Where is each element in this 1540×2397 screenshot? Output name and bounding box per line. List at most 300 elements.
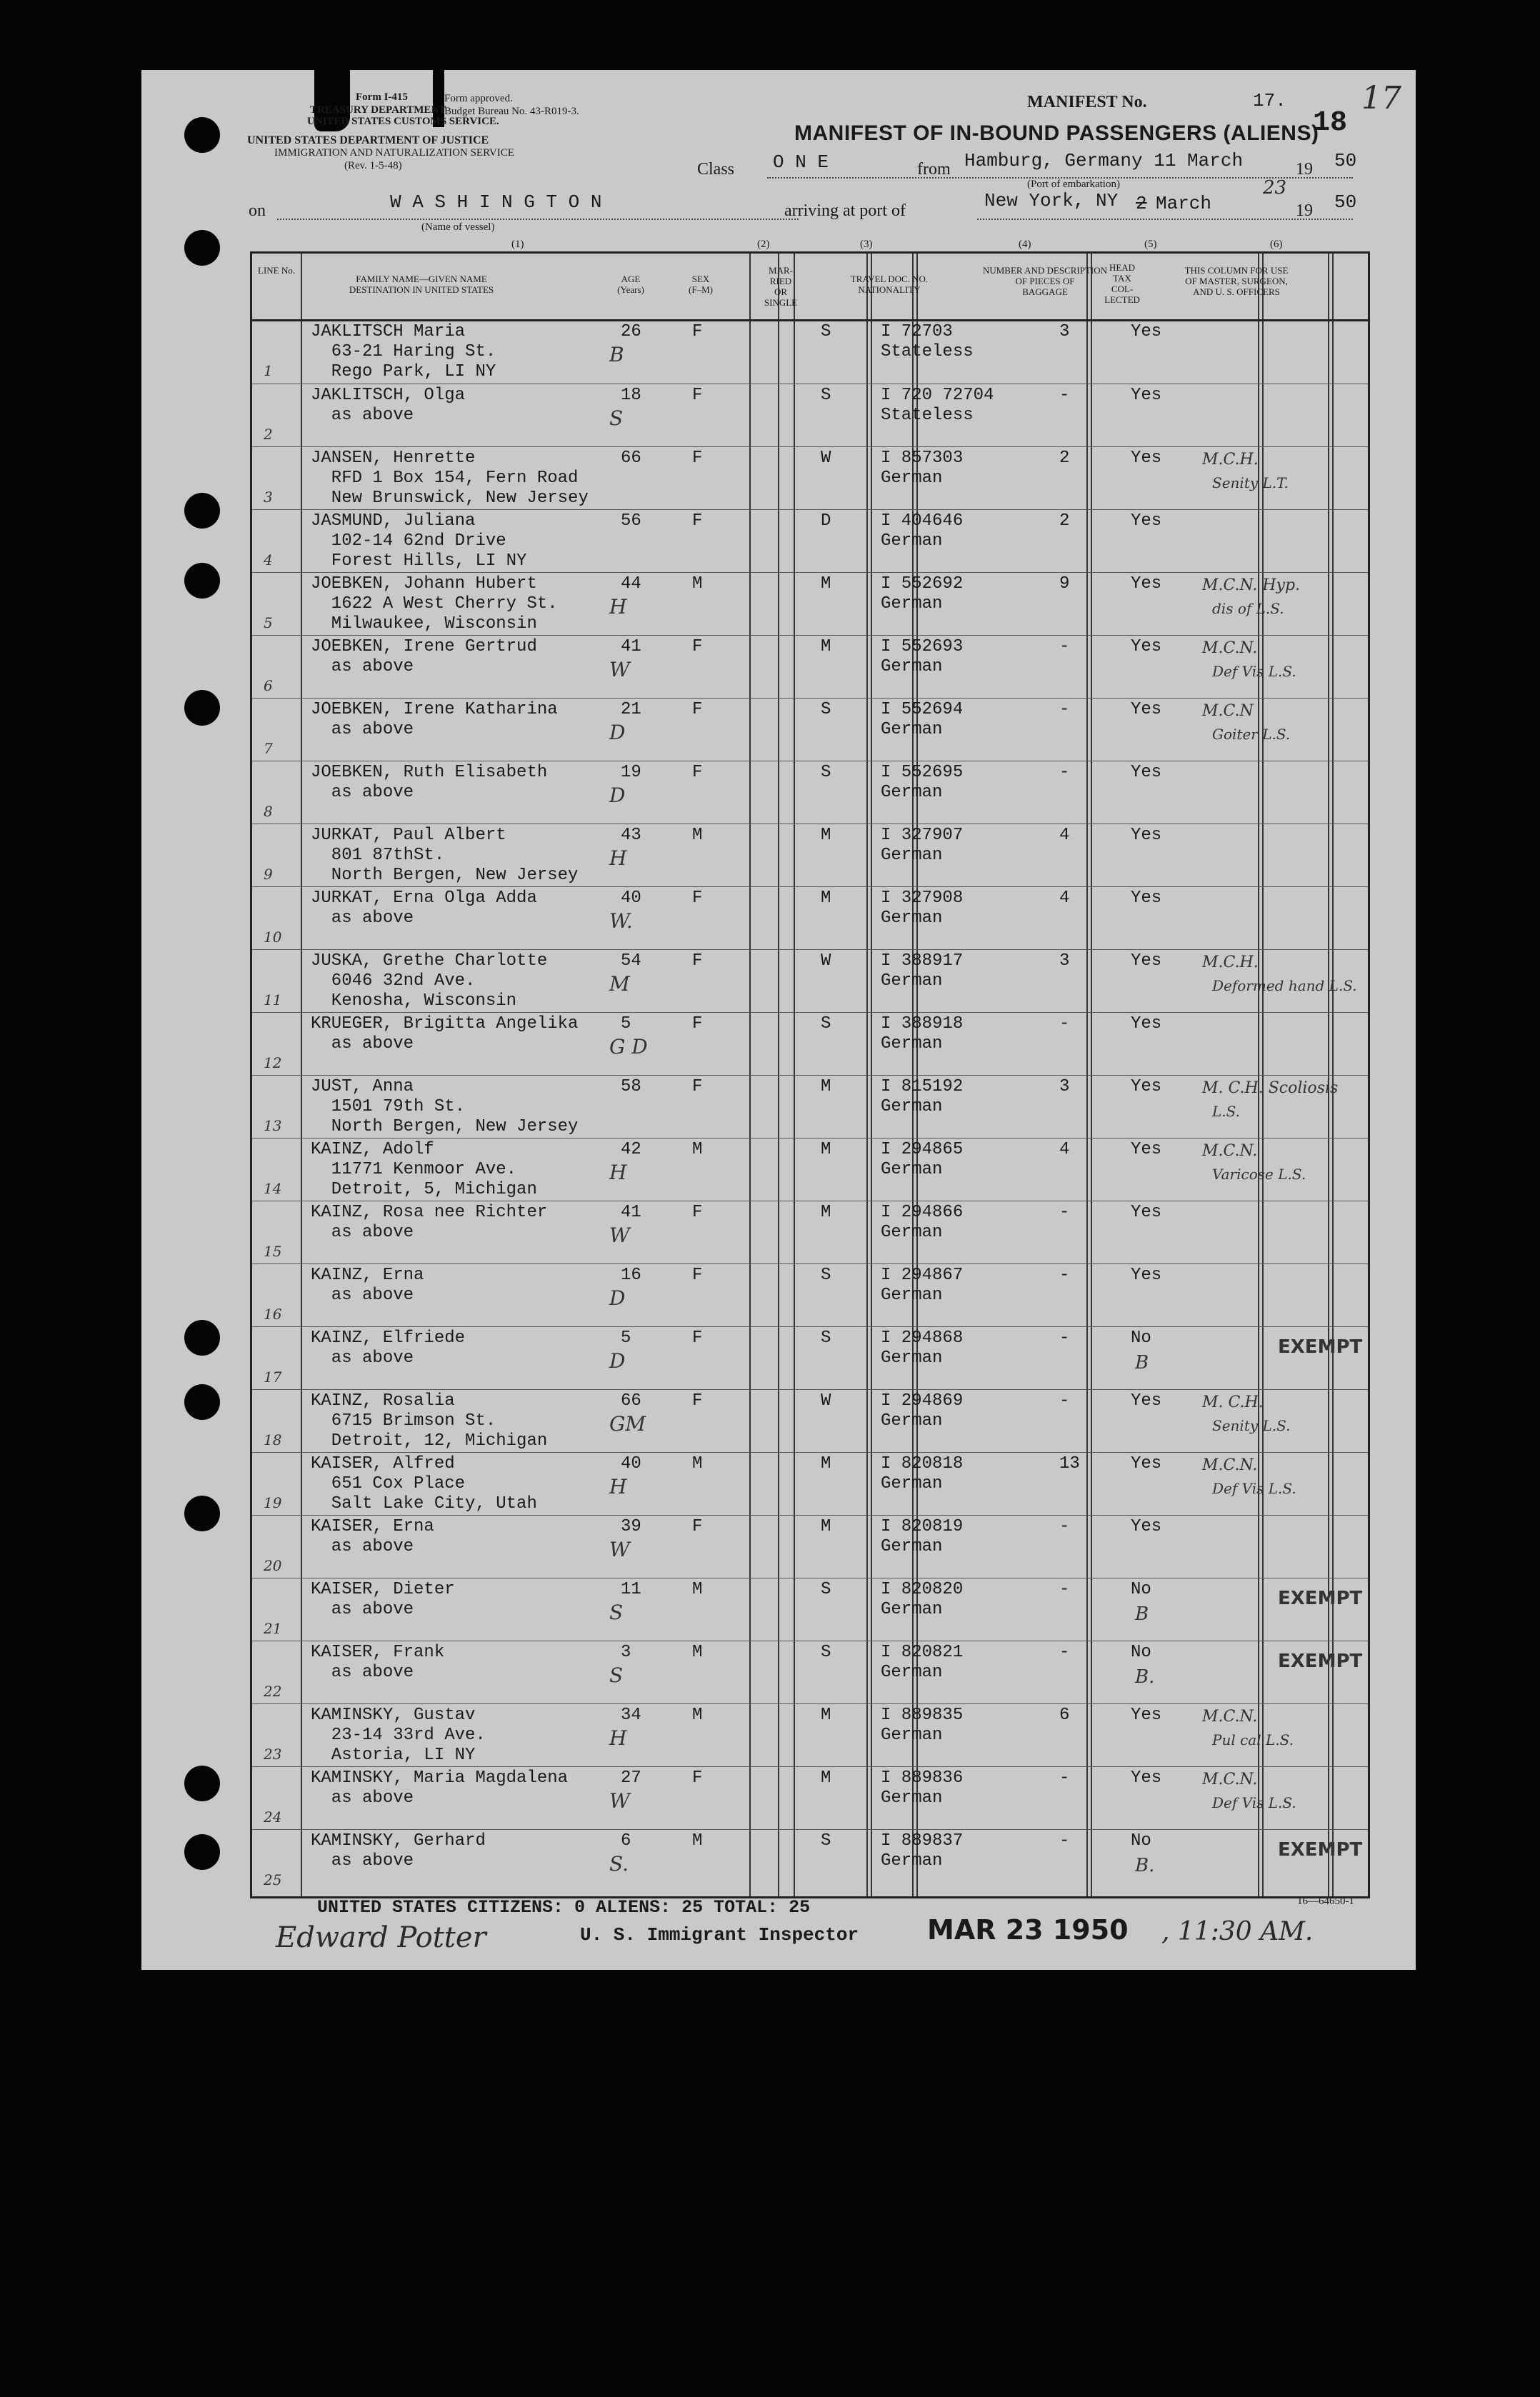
line-number: 11 (264, 991, 282, 1009)
baggage-count: 4 (1059, 826, 1070, 845)
column-header-travel-doc: TRAVEL DOC. NO. NATIONALITY (850, 274, 929, 295)
nationality: German (881, 1097, 943, 1116)
exempt-stamp: EXEMPT (1278, 1588, 1363, 1609)
sex: M (692, 1643, 703, 1662)
relation-mark: W (609, 1789, 630, 1813)
baggage-count: - (1059, 1768, 1070, 1788)
officer-note: Senity L.S. (1212, 1417, 1291, 1434)
travel-doc-no: I 552693 (881, 637, 964, 656)
punch-hole (184, 1834, 220, 1870)
passenger-address-line: as above (311, 1663, 414, 1682)
sex: M (692, 1140, 703, 1159)
age: 21 (621, 700, 641, 719)
passenger-address-line: RFD 1 Box 154, Fern Road (311, 469, 579, 488)
passenger-name: JASMUND, Juliana (311, 511, 476, 531)
travel-doc-no: I 820821 (881, 1643, 964, 1662)
travel-doc-no: I 552692 (881, 574, 964, 594)
column-header-officers: THIS COLUMN FOR USE OF MASTER, SURGEON, AND U. S. OFFICERS (1184, 265, 1289, 297)
passenger-name: KAISER, Frank (311, 1643, 445, 1662)
passenger-name: JUSKA, Grethe Charlotte (311, 951, 548, 971)
class-value: O N E (773, 151, 829, 173)
head-tax-note: B. (1135, 1666, 1155, 1688)
nationality: German (881, 971, 943, 991)
passenger-rows (252, 321, 1368, 1892)
customs-label: UNITED STATES CUSTOMS SERVICE. (307, 116, 499, 127)
head-tax: Yes (1131, 1517, 1162, 1536)
nationality: German (881, 1788, 943, 1808)
arrival-day-typed: 2 (1136, 193, 1147, 214)
travel-doc-no: I 404646 (881, 511, 964, 531)
passenger-address-line: Detroit, 5, Michigan (311, 1180, 537, 1199)
table-row (252, 1326, 1368, 1390)
passenger-name: KAMINSKY, Gerhard (311, 1831, 486, 1851)
baggage-count: 4 (1059, 889, 1070, 908)
baggage-count: 4 (1059, 1140, 1070, 1159)
year-prefix: 19 (1296, 201, 1313, 220)
relation-mark: S (609, 1601, 624, 1624)
nationality: German (881, 1223, 943, 1242)
age: 41 (621, 1203, 641, 1222)
travel-doc-no: I 294867 (881, 1266, 964, 1285)
travel-doc-no: I 72703 (881, 322, 953, 341)
arrival-month: March (1156, 193, 1212, 214)
nationality: German (881, 846, 943, 865)
table-row (252, 1389, 1368, 1453)
marital-status: W (821, 951, 831, 971)
passenger-address-line: 11771 Kenmoor Ave. (311, 1160, 517, 1179)
nationality: German (881, 1851, 943, 1871)
passenger-address-line: as above (311, 783, 414, 802)
table-row (252, 698, 1368, 761)
sex: F (692, 1328, 703, 1348)
baggage-count: - (1059, 1643, 1070, 1662)
nationality: German (881, 657, 943, 676)
nationality: German (881, 783, 943, 802)
travel-doc-no: I 552694 (881, 700, 964, 719)
baggage-count: - (1059, 637, 1070, 656)
sex: M (692, 826, 703, 845)
travel-doc-no: I 820818 (881, 1454, 964, 1473)
travel-doc-no: I 327907 (881, 826, 964, 845)
passenger-name: KAINZ, Rosa nee Richter (311, 1203, 548, 1222)
passenger-name: KAMINSKY, Gustav (311, 1706, 476, 1725)
inspector-title: U. S. Immigrant Inspector (580, 1924, 859, 1946)
passenger-address-line: Detroit, 12, Michigan (311, 1431, 548, 1451)
travel-doc-no: I 820819 (881, 1517, 964, 1536)
line-number: 20 (264, 1557, 282, 1574)
table-row (252, 1263, 1368, 1327)
marital-status: M (821, 1517, 831, 1536)
column-number: (5) (1144, 239, 1157, 250)
head-tax: Yes (1131, 1706, 1162, 1725)
officer-note: dis of L.S. (1212, 600, 1284, 617)
line-number: 25 (264, 1871, 282, 1888)
line-number: 9 (264, 866, 273, 883)
age: 19 (621, 763, 641, 782)
line-number: 12 (264, 1054, 282, 1071)
passenger-address-line: 801 87thSt. (311, 846, 445, 865)
head-tax: Yes (1131, 511, 1162, 531)
punch-hole (184, 493, 220, 529)
passenger-address-line: as above (311, 1286, 414, 1305)
passenger-address-line: as above (311, 909, 414, 928)
travel-doc-no: I 294866 (881, 1203, 964, 1222)
age: 58 (621, 1077, 641, 1096)
passenger-address-line: as above (311, 1851, 414, 1871)
relation-mark: H (609, 595, 627, 619)
travel-doc-no: I 327908 (881, 889, 964, 908)
passenger-address-line: 1622 A West Cherry St. (311, 594, 558, 614)
travel-doc-no: I 294865 (881, 1140, 964, 1159)
table-row (252, 1766, 1368, 1830)
officer-note: M.C.N. Hyp. (1202, 576, 1301, 594)
sex: F (692, 1077, 703, 1096)
officer-note: M. C.H. Scoliosis (1202, 1079, 1339, 1097)
punch-hole (184, 117, 220, 153)
baggage-count: 13 (1059, 1454, 1080, 1473)
nationality: Stateless (881, 406, 974, 425)
officer-note: Pul cal L.S. (1212, 1731, 1294, 1748)
sex: F (692, 637, 703, 656)
officer-note: M.C.N (1202, 702, 1254, 720)
age: 40 (621, 1454, 641, 1473)
marital-status: S (821, 1266, 831, 1285)
marital-status: W (821, 449, 831, 468)
relation-mark: GM (609, 1412, 646, 1436)
passenger-address-line: Forest Hills, LI NY (311, 551, 527, 571)
vessel-name: W A S H I N G T O N (390, 191, 602, 213)
arrival-day-handwritten: 23 (1263, 177, 1287, 199)
passenger-address-line: Rego Park, LI NY (311, 362, 496, 381)
relation-mark: W (609, 1223, 630, 1247)
officer-note: Deformed hand L.S. (1212, 977, 1357, 994)
table-row (252, 1641, 1368, 1704)
relation-mark: D (609, 1286, 626, 1310)
table-row (252, 1452, 1368, 1516)
nationality: German (881, 1663, 943, 1682)
page-number-pencil: 17 (1361, 80, 1401, 116)
passenger-address-line: as above (311, 1348, 414, 1368)
age: 5 (621, 1328, 631, 1348)
line-number: 5 (264, 614, 273, 631)
relation-mark: H (609, 846, 627, 870)
passenger-name: JURKAT, Erna Olga Adda (311, 889, 537, 908)
passenger-address-line: as above (311, 1537, 414, 1556)
head-tax: No (1131, 1643, 1151, 1662)
head-tax: Yes (1131, 1014, 1162, 1034)
passenger-address-line: 102-14 62nd Drive (311, 531, 506, 551)
sex: M (692, 1706, 703, 1725)
head-tax: No (1131, 1831, 1151, 1851)
page-number-stamp: 18 (1313, 107, 1348, 139)
table-row (252, 384, 1368, 447)
port-of-embarkation: Hamburg, Germany 11 March (964, 150, 1244, 171)
arriving-label: arriving at port of (784, 201, 906, 220)
line-number: 2 (264, 426, 273, 443)
officer-note: M.C.N. (1202, 1142, 1258, 1160)
passenger-address-line: 63-21 Haring St. (311, 342, 496, 361)
marital-status: S (821, 763, 831, 782)
line-number: 23 (264, 1746, 282, 1763)
table-row (252, 446, 1368, 510)
line-number: 8 (264, 803, 273, 820)
marital-status: M (821, 1140, 831, 1159)
head-tax: Yes (1131, 951, 1162, 971)
line-number: 17 (264, 1368, 282, 1386)
officer-note: L.S. (1212, 1103, 1240, 1120)
officer-note: Senity L.T. (1212, 474, 1289, 491)
officer-note: M.C.N. (1202, 1708, 1258, 1726)
relation-mark: D (609, 784, 626, 807)
table-row (252, 1075, 1368, 1139)
passenger-address-line: 651 Cox Place (311, 1474, 466, 1493)
sex: F (692, 386, 703, 405)
column-header-head-tax: HEAD TAX COL- LECTED (1104, 262, 1140, 305)
line-number: 21 (264, 1620, 282, 1637)
age: 54 (621, 951, 641, 971)
marital-status: S (821, 322, 831, 341)
relation-mark: S. (609, 1852, 629, 1876)
relation-mark: D (609, 721, 626, 744)
travel-doc-no: I 552695 (881, 763, 964, 782)
table-row (252, 1201, 1368, 1264)
inspector-signature: Edward Potter (276, 1921, 486, 1954)
year-suffix: 50 (1334, 191, 1357, 213)
nationality: German (881, 1726, 943, 1745)
column-header-married: MAR- RIED OR SINGLE (764, 265, 798, 308)
marital-status: M (821, 1077, 831, 1096)
marital-status: M (821, 889, 831, 908)
date-stamp: MAR 23 1950 (927, 1914, 1129, 1946)
line-number: 4 (264, 551, 273, 569)
travel-doc-no: I 720 72704 (881, 386, 994, 405)
head-tax: Yes (1131, 1203, 1162, 1222)
age: 41 (621, 637, 641, 656)
passenger-name: KAINZ, Rosalia (311, 1391, 455, 1411)
column-header-line-no: LINE No. (258, 265, 295, 276)
table-row (252, 572, 1368, 636)
table-row (252, 1138, 1368, 1201)
passenger-name: JAKLITSCH Maria (311, 322, 466, 341)
sex: F (692, 1266, 703, 1285)
baggage-count: - (1059, 1014, 1070, 1034)
manifest-page (141, 70, 1416, 1970)
head-tax: No (1131, 1580, 1151, 1599)
passenger-name: KAISER, Alfred (311, 1454, 455, 1473)
sex: F (692, 700, 703, 719)
table-row (252, 1703, 1368, 1767)
passenger-address-line: as above (311, 1788, 414, 1808)
head-tax-note: B (1135, 1603, 1149, 1625)
dept-label: TREASURY DEPARTMENT (310, 104, 446, 116)
relation-mark: S (609, 1663, 624, 1687)
on-label: on (249, 201, 266, 220)
rev-label: (Rev. 1-5-48) (344, 160, 402, 171)
passenger-address-line: as above (311, 1600, 414, 1619)
baggage-count: - (1059, 386, 1070, 405)
arrival-port: New York, NY (984, 190, 1119, 211)
passenger-address-line: as above (311, 1223, 414, 1242)
baggage-count: 6 (1059, 1706, 1070, 1725)
column-number: (4) (1019, 239, 1031, 250)
column-number: (2) (757, 239, 770, 250)
exempt-stamp: EXEMPT (1278, 1336, 1363, 1358)
relation-mark: W. (609, 909, 633, 933)
passenger-name: JAKLITSCH, Olga (311, 386, 466, 405)
age: 44 (621, 574, 641, 594)
passenger-name: KAINZ, Adolf (311, 1140, 434, 1159)
passenger-name: KAMINSKY, Maria Magdalena (311, 1768, 569, 1788)
baggage-count: 2 (1059, 449, 1070, 468)
head-tax: Yes (1131, 826, 1162, 845)
passenger-name: JOEBKEN, Irene Katharina (311, 700, 558, 719)
sex: M (692, 1580, 703, 1599)
form-approved: Form approved. (444, 93, 513, 104)
line-number: 6 (264, 677, 273, 694)
marital-status: D (821, 511, 831, 531)
passenger-address-line: as above (311, 406, 414, 425)
baggage-count: 3 (1059, 322, 1070, 341)
passenger-name: KAINZ, Elfriede (311, 1328, 466, 1348)
table-row (252, 824, 1368, 887)
marital-status: M (821, 637, 831, 656)
passenger-name: JURKAT, Paul Albert (311, 826, 506, 845)
year-suffix: 50 (1334, 150, 1357, 171)
sex: F (692, 951, 703, 971)
line-number: 18 (264, 1431, 282, 1448)
manifest-title: MANIFEST OF IN-BOUND PASSENGERS (ALIENS) (794, 121, 1319, 145)
nationality: German (881, 1160, 943, 1179)
sex: F (692, 1391, 703, 1411)
sex: M (692, 574, 703, 594)
line-number: 7 (264, 740, 273, 757)
passenger-address-line: 1501 79th St. (311, 1097, 466, 1116)
baggage-count: - (1059, 700, 1070, 719)
marital-status: S (821, 1643, 831, 1662)
nationality: Stateless (881, 342, 974, 361)
passenger-name: KRUEGER, Brigitta Angelika (311, 1014, 579, 1034)
column-header-age: AGE (Years) (617, 274, 644, 295)
officer-note: Goiter L.S. (1212, 726, 1291, 743)
head-tax: Yes (1131, 1140, 1162, 1159)
year-prefix: 19 (1296, 160, 1313, 179)
head-tax: Yes (1131, 763, 1162, 782)
age: 18 (621, 386, 641, 405)
age: 5 (621, 1014, 631, 1034)
punch-hole (184, 230, 220, 266)
column-header-name: FAMILY NAME—GIVEN NAME DESTINATION IN UNITED STATES (349, 274, 494, 295)
line-number: 13 (264, 1117, 282, 1134)
head-tax-note: B (1135, 1352, 1149, 1373)
head-tax: Yes (1131, 386, 1162, 405)
head-tax-note: B. (1135, 1855, 1155, 1876)
head-tax: Yes (1131, 1454, 1162, 1473)
totals-line: UNITED STATES CITIZENS: 0 ALIENS: 25 TOTAL: 25 (317, 1897, 811, 1918)
rule (277, 219, 799, 220)
nationality: German (881, 1474, 943, 1493)
nationality: German (881, 1411, 943, 1431)
age: 16 (621, 1266, 641, 1285)
passenger-table (250, 251, 1370, 1898)
sex: M (692, 1454, 703, 1473)
sex: F (692, 449, 703, 468)
nationality: German (881, 531, 943, 551)
nationality: German (881, 720, 943, 739)
table-row (252, 1829, 1368, 1893)
passenger-address-line: 6046 32nd Ave. (311, 971, 476, 991)
head-tax: Yes (1131, 322, 1162, 341)
line-number: 1 (264, 362, 273, 379)
nationality: German (881, 909, 943, 928)
relation-mark: G D (609, 1035, 648, 1059)
passenger-address-line: Astoria, LI NY (311, 1746, 476, 1765)
table-row (252, 1515, 1368, 1578)
marital-status: M (821, 574, 831, 594)
passenger-address-line: New Brunswick, New Jersey (311, 489, 589, 508)
line-number: 22 (264, 1683, 282, 1700)
manifest-number: 17. (1253, 90, 1286, 111)
table-row (252, 635, 1368, 699)
age: 34 (621, 1706, 641, 1725)
passenger-name: JOEBKEN, Johann Hubert (311, 574, 537, 594)
form-number: Form I-415 (356, 91, 408, 103)
table-row (252, 1012, 1368, 1076)
vessel-caption: (Name of vessel) (421, 221, 495, 233)
travel-doc-no: I 388918 (881, 1014, 964, 1034)
age: 56 (621, 511, 641, 531)
line-number: 14 (264, 1180, 282, 1197)
relation-mark: B (609, 343, 624, 366)
baggage-count: - (1059, 763, 1070, 782)
relation-mark: H (609, 1475, 627, 1498)
column-number: (3) (860, 239, 873, 250)
passenger-address-line: Milwaukee, Wisconsin (311, 614, 537, 634)
baggage-count: 3 (1059, 1077, 1070, 1096)
relation-mark: S (609, 406, 624, 430)
passenger-address-line: North Bergen, New Jersey (311, 1117, 579, 1136)
age: 43 (621, 826, 641, 845)
nationality: German (881, 1537, 943, 1556)
sex: F (692, 1768, 703, 1788)
sex: F (692, 322, 703, 341)
baggage-count: - (1059, 1328, 1070, 1348)
form-code: 16—64650-1 (1297, 1896, 1354, 1907)
baggage-count: - (1059, 1203, 1070, 1222)
column-number: (6) (1270, 239, 1283, 250)
officer-note: M.C.H. (1202, 954, 1259, 971)
passenger-name: KAISER, Erna (311, 1517, 434, 1536)
age: 6 (621, 1831, 631, 1851)
table-row (252, 949, 1368, 1013)
class-label: Class (697, 160, 735, 179)
relation-mark: W (609, 658, 630, 681)
passenger-address-line: as above (311, 1034, 414, 1054)
punch-hole (184, 1766, 220, 1801)
passenger-address-line: as above (311, 720, 414, 739)
passenger-address-line: as above (311, 657, 414, 676)
head-tax: Yes (1131, 574, 1162, 594)
line-number: 24 (264, 1808, 282, 1826)
marital-status: S (821, 700, 831, 719)
marital-status: M (821, 826, 831, 845)
head-tax: Yes (1131, 637, 1162, 656)
line-number: 3 (264, 489, 273, 506)
port-caption: (Port of embarkation) (1027, 179, 1120, 190)
travel-doc-no: I 388917 (881, 951, 964, 971)
passenger-name: JOEBKEN, Irene Gertrud (311, 637, 537, 656)
head-tax: Yes (1131, 889, 1162, 908)
head-tax: Yes (1131, 1266, 1162, 1285)
